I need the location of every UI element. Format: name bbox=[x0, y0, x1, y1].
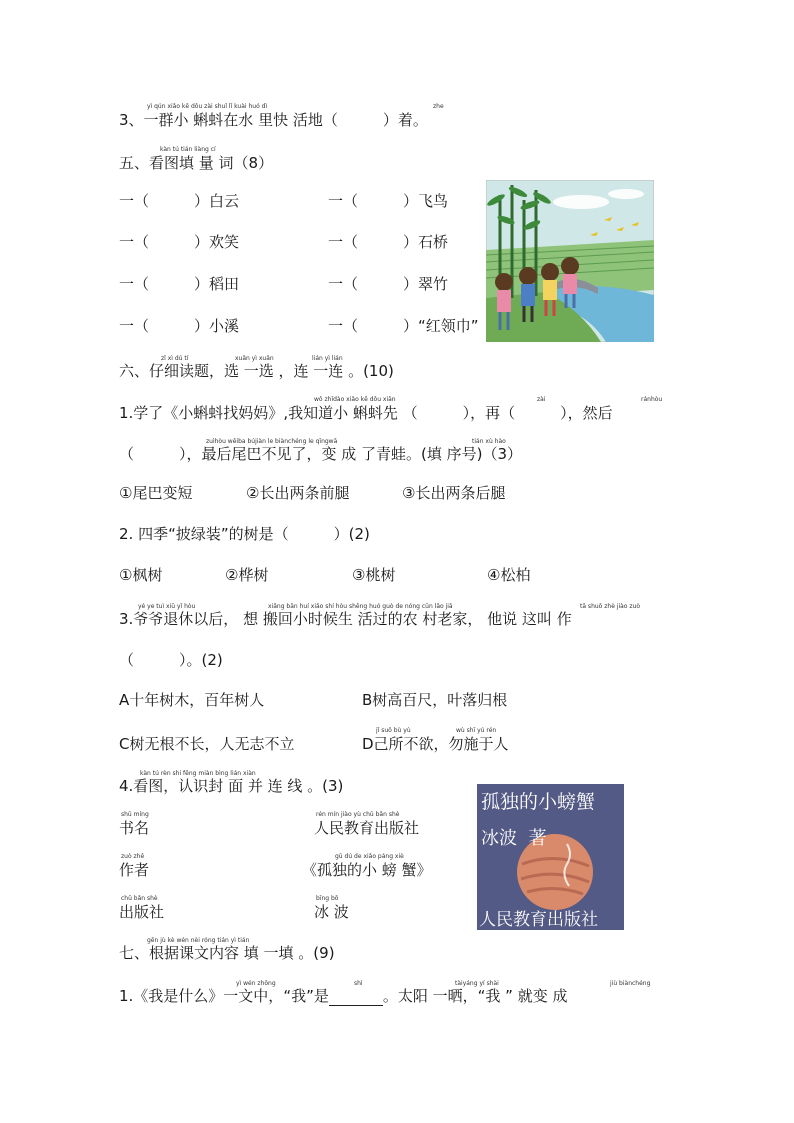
section6-title: 六、仔细读题，选 一选 ，连 一连 。(10) bbox=[119, 362, 394, 380]
match-right-item: 冰 波 bbox=[314, 903, 349, 921]
question-6-3-line1: 3.爷爷退休以后， 想 搬回小时候生 活过的农 村老家， 他说 这叫 作 bbox=[119, 610, 572, 628]
scene-illustration bbox=[486, 180, 654, 342]
measure-word-item: 一（ ）稻田 bbox=[119, 275, 240, 293]
option-item: ①尾巴变短 bbox=[119, 484, 193, 502]
option-item: B树高百尺，叶落归根 bbox=[362, 691, 508, 709]
section6-pinyin-a: zǐ xì dú tí bbox=[161, 355, 189, 362]
option-item: ②桦树 bbox=[225, 566, 269, 584]
q64-pinyin: kàn tú rèn shi fēng miàn bìng lián xiàn bbox=[140, 770, 256, 777]
section6-pinyin-c: lián yì lián bbox=[312, 355, 343, 362]
section7-pinyin: gēn jù kè wén nèi róng tián yì tián bbox=[147, 937, 250, 944]
q61-pinyin-e: tián xù hào bbox=[472, 438, 506, 445]
q71-pinyin-d: jiù biànchéng bbox=[610, 980, 651, 987]
option-item: C树无根不长，人无志不立 bbox=[119, 735, 295, 753]
answer-blank bbox=[329, 991, 383, 1006]
question-6-4: 4.看图，认识封 面 并 连 线 。(3) bbox=[119, 777, 344, 795]
option-item: ①枫树 bbox=[119, 566, 163, 584]
q64-right-pinyin: rén mín jiào yù chū bǎn shè bbox=[316, 811, 400, 818]
q61-pinyin-b: zài bbox=[537, 396, 546, 403]
measure-word-item: 一（ ）“红领巾” bbox=[328, 317, 479, 335]
question-7-1 bbox=[119, 986, 567, 1006]
option-item: ②长出两条前腿 bbox=[246, 484, 350, 502]
question-3: 3、一群小 蝌蚪在水 里快 活地（ ）着。 bbox=[119, 111, 428, 129]
book-cover-title: 孤独的小螃蟹 bbox=[481, 791, 596, 813]
q64-right-pinyin: bīng bō bbox=[316, 895, 339, 902]
book-cover-publisher: 人民教育出版社 bbox=[479, 910, 598, 930]
option-item: A十年树木，百年树人 bbox=[119, 691, 265, 709]
match-right-item: 《孤独的小 螃 蟹》 bbox=[302, 861, 432, 879]
q3-pinyin-end: zhe bbox=[433, 103, 444, 110]
q61-pinyin-c: ránhòu bbox=[641, 396, 663, 403]
section5-pinyin: kàn tú tián liàng cí bbox=[160, 146, 216, 153]
measure-word-item: 一（ ）白云 bbox=[119, 192, 240, 210]
q61-pinyin-a: wǒ zhīdào xiǎo kē dǒu xiān bbox=[314, 396, 396, 403]
q63-pinyin-a: yé ye tuì xiū yǐ hòu bbox=[138, 603, 196, 610]
option-item: ④松柏 bbox=[487, 566, 531, 584]
section6-pinyin-b: xuǎn yì xuǎn bbox=[235, 355, 274, 362]
match-right-item: 人民教育出版社 bbox=[314, 819, 420, 837]
q64-left-pinyin: shū míng bbox=[121, 811, 149, 818]
measure-word-item: 一（ ）飞鸟 bbox=[328, 192, 449, 210]
q63-pinyin-b: xiǎng bān huí xiǎo shí hòu shēng huó guò de nóng cūn lǎo jiā bbox=[268, 603, 453, 610]
q64-left-pinyin: chū bǎn shè bbox=[121, 895, 158, 902]
q63-pinyin-c: tā shuō zhè jiào zuò bbox=[580, 603, 641, 610]
q63-pinyin-d: jǐ suǒ bù yù bbox=[376, 727, 411, 734]
q3-pinyin: yì qún xiǎo kē dǒu zài shuǐ lǐ kuài huó dì bbox=[147, 103, 268, 110]
book-cover-author: 冰波 著 bbox=[481, 828, 547, 849]
q61-pinyin-d: zuìhòu wěiba bújiàn le biànchéng le qīngwā bbox=[206, 438, 338, 445]
section7-title: 七、根据课文内容 填 一填 。(9) bbox=[119, 944, 335, 962]
question-6-2: 2. 四季“披绿装”的树是（ ）(2) bbox=[119, 525, 370, 543]
scene-drawing bbox=[486, 180, 654, 342]
question-6-3-line2: （ ）。(2) bbox=[119, 651, 223, 669]
book-cover bbox=[477, 784, 624, 930]
measure-word-item: 一（ ）翠竹 bbox=[328, 275, 449, 293]
q71-pinyin-a: yì wén zhōng bbox=[236, 980, 276, 987]
question-7-1-text: 1.《我是什么》一文中，“我”是 bbox=[119, 987, 329, 1005]
q71-pinyin-c: tàiyáng yí shài bbox=[455, 980, 499, 987]
section5-title: 五、看图填 量 词（8） bbox=[119, 154, 274, 172]
question-6-1-line1: 1.学了《小蝌蚪找妈妈》,我知道小 蝌蚪先 （ ），再（ ），然后 bbox=[119, 404, 613, 422]
option-item: ③长出两条后腿 bbox=[402, 484, 506, 502]
q64-left-pinyin: zuò zhě bbox=[121, 853, 145, 860]
match-left-item: 作者 bbox=[119, 861, 150, 879]
q63-pinyin-e: wù shī yú rén bbox=[456, 727, 497, 734]
option-item: D己所不欲，勿施于人 bbox=[362, 735, 509, 753]
question-6-1-line2: （ ），最后尾巴不见了，变 成 了青蛙。(填 序号)（3） bbox=[119, 445, 523, 463]
q64-right-pinyin: gū dú de xiǎo páng xiè bbox=[335, 853, 404, 860]
measure-word-item: 一（ ）小溪 bbox=[119, 317, 240, 335]
measure-word-item: 一（ ）欢笑 bbox=[119, 233, 240, 251]
match-left-item: 出版社 bbox=[119, 903, 165, 921]
q71-pinyin-b: shì bbox=[354, 980, 363, 987]
question-7-1-text-end: 。太阳 一晒，“我 ” 就变 成 bbox=[382, 987, 568, 1005]
option-item: ③桃树 bbox=[352, 566, 396, 584]
measure-word-item: 一（ ）石桥 bbox=[328, 233, 449, 251]
match-left-item: 书名 bbox=[119, 819, 150, 837]
